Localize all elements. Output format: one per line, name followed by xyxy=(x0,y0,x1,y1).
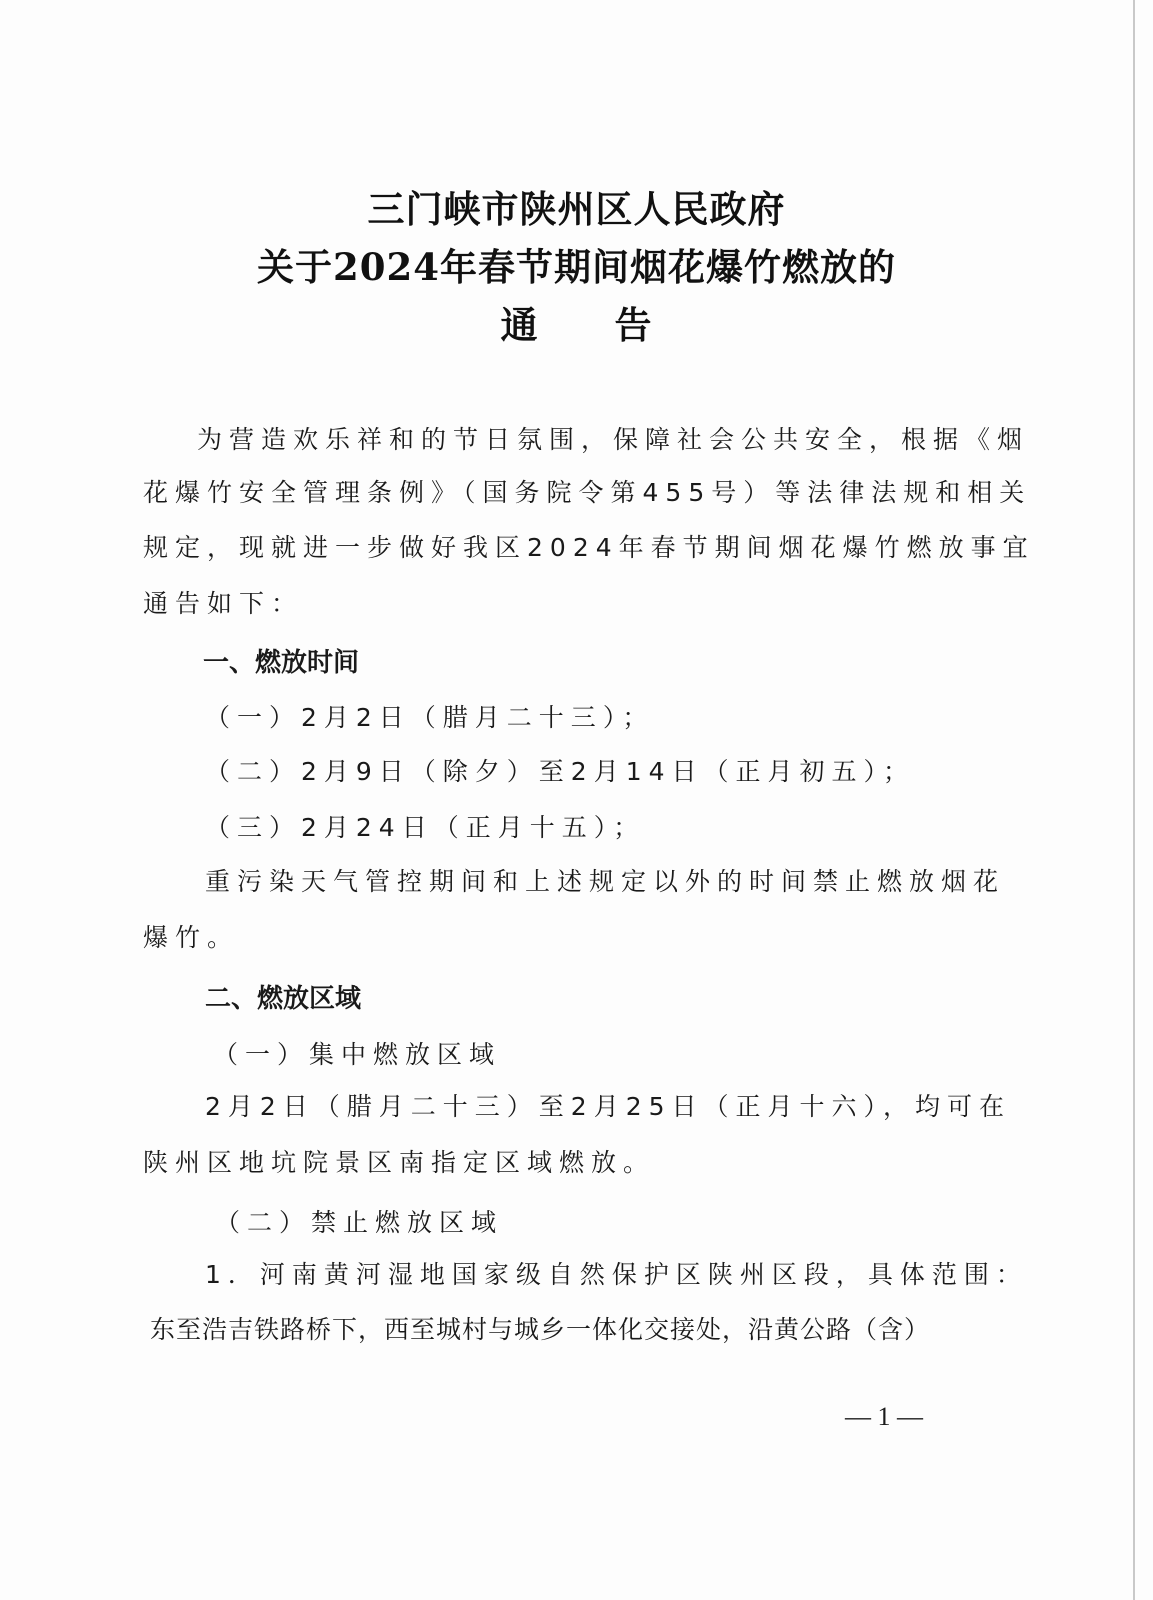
section2-item1-line-2: 东至浩吉铁路桥下，西至城村与城乡一体化交接处，沿黄公路（含） xyxy=(150,1315,931,1344)
section1-item-2: （二）2月9日（除夕）至2月14日（正月初五）； xyxy=(205,757,916,786)
page-number: — 1 — xyxy=(845,1402,923,1431)
intro-line-3: 规定，现就进一步做好我区2024年春节期间烟花爆竹燃放事宜 xyxy=(143,533,1035,562)
section2-sub1-heading: （一）集中燃放区域 xyxy=(213,1040,502,1069)
section1-item-3: （三）2月24日（正月十五）； xyxy=(205,813,646,842)
section2-item1-line-1: 1．河南黄河湿地国家级自然保护区陕州区段，具体范围： xyxy=(205,1260,1028,1289)
section2-sub1-line-1: 2月2日（腊月二十三）至2月25日（正月十六），均可在 xyxy=(205,1092,1012,1121)
section1-note-line-2: 爆竹。 xyxy=(143,923,240,952)
title-line-issuer: 三门峡市陕州区人民政府 xyxy=(367,187,786,231)
section2-heading: 二、燃放区域 xyxy=(205,984,362,1014)
title-line-subject: 关于2024年春节期间烟花爆竹燃放的 xyxy=(257,245,896,289)
document-title xyxy=(0,180,1153,354)
intro-line-1: 为营造欢乐祥和的节日氛围，保障社会公共安全，根据《烟 xyxy=(197,425,1030,454)
section1-heading: 一、燃放时间 xyxy=(203,648,360,678)
title-line-notice: 通 告 xyxy=(500,303,653,347)
section2-sub2-heading: （二）禁止燃放区域 xyxy=(215,1208,504,1237)
intro-line-4: 通告如下： xyxy=(143,589,304,618)
intro-line-2: 花爆竹安全管理条例》（国务院令第455号）等法律法规和相关 xyxy=(143,478,1032,507)
section1-note-line-1: 重污染天气管控期间和上述规定以外的时间禁止燃放烟花 xyxy=(205,867,1006,896)
section2-sub1-line-2: 陕州区地坑院景区南指定区域燃放。 xyxy=(143,1148,656,1177)
section1-item-1: （一）2月2日（腊月二十三）； xyxy=(205,703,655,732)
